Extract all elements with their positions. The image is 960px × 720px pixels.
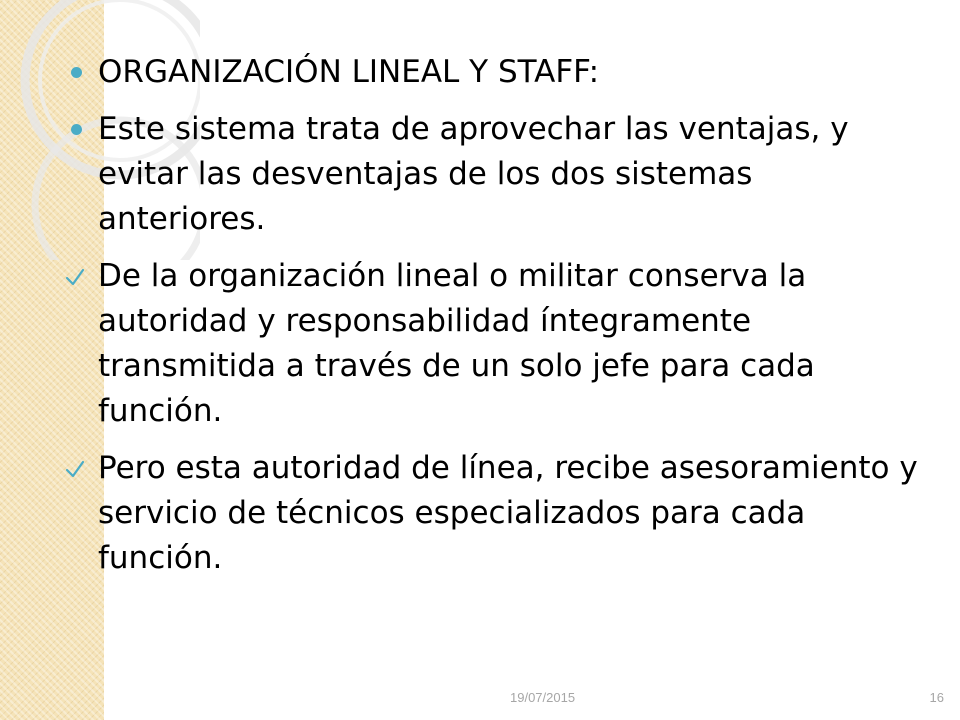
slide-body [60,50,920,593]
bullet-item-description [60,107,920,242]
bullet-text: Este sistema trata de aprovechar las ventajas, y evitar las desventajas de los dos sistemas anteriores. [98,111,849,237]
round-bullet-icon [64,107,82,152]
footer-page-number: 16 [929,690,944,705]
bullet-item-title [60,50,920,95]
round-bullet-icon [64,50,82,95]
check-item-staff [60,446,920,581]
check-text: Pero esta autoridad de línea, recibe asesoramiento y servicio de técnicos especializados para cada función. [98,450,918,576]
check-item-linear [60,254,920,434]
checkmark-icon [64,254,86,299]
checkmark-icon [64,446,86,491]
bullet-text: ORGANIZACIÓN LINEAL Y STAFF: [98,54,600,90]
footer-date: 19/07/2015 [510,690,576,705]
check-text: De la organización lineal o militar conserva la autoridad y responsabilidad íntegramente transmitida a través de un solo jefe para cada función. [98,258,815,429]
